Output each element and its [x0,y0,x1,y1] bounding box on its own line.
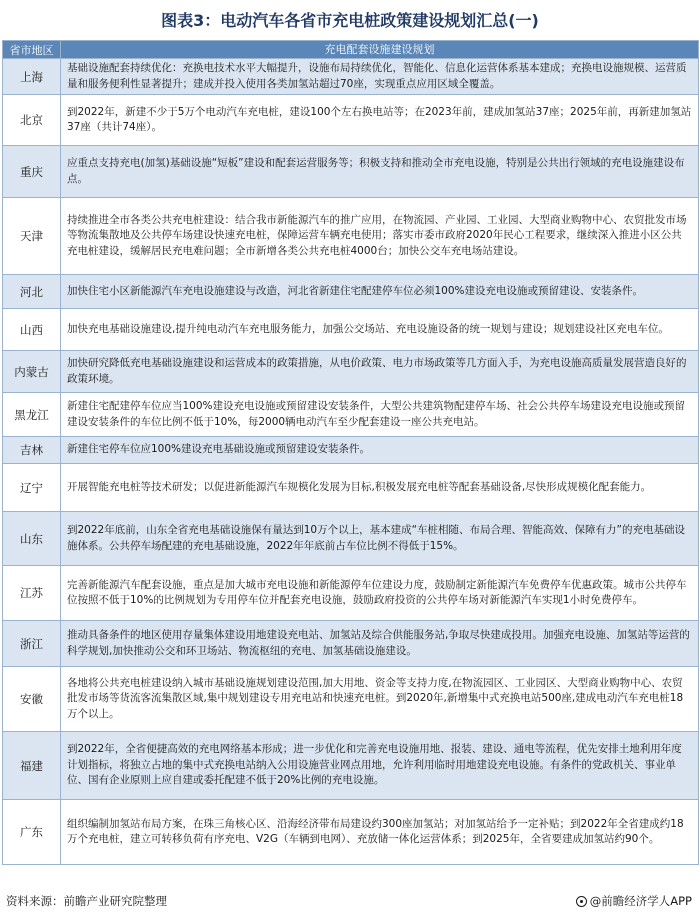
row-content: 加快充电基础设施建设,提升纯电动汽车充电服务能力，加强公交场站、充电设施设备的统一规划与建设；规划建设社区充电车位。 [61,309,699,351]
table-row [3,566,699,621]
row-region: 广东 [3,800,61,865]
row-content: 完善新能源汽车配套设施，重点是加大城市充电设施和新能源停车位建设力度，鼓励制定新能源汽车免费停车优惠政策。城市公共停车位按照不低于10%的比例规划为专用停车位并配套充电设施，鼓励政府投资的公共停车场对新能源汽车实现1小时免费停车。 [61,566,699,621]
table-row [3,464,699,512]
row-content: 开展智能充电桩等技术研发；以促进新能源汽车规模化发展为目标,积极发展充电桩等配套基础设备,尽快形成规模化配套能力。 [61,464,699,512]
row-content: 持续推进全市各类公共充电桩建设：结合我市新能源汽车的推广应用，在物流园、产业园、工业园、大型商业购物中心、农贸批发市场等物流集散地及公共停车场建设快速充电桩，保障运营车辆充电使用；落实市委市政府2020年民心工程要求，继续深入推进小区公共充电桩建设，缓解居民充电难问题；全市新增各类公共充电桩4000台；加快公交车充电场站建设。 [61,198,699,275]
row-region: 安徽 [3,667,61,732]
row-region: 北京 [3,95,61,146]
row-region: 山西 [3,309,61,351]
row-region: 河北 [3,275,61,309]
row-content: 到2022年，新建不少于5万个电动汽车充电桩，建设100个左右换电站等；在2023年前，建成加氢站37座；2025年前，再新建加氢站37座（共计74座）。 [61,95,699,146]
header-region: 省市地区 [3,41,61,59]
row-content: 基础设施配套持续优化：充换电技术水平大幅提升，设施布局持续优化，智能化、信息化运营体系基本建成；充换电设施规模、运营质量和服务便利性显著提升；建成并投入使用各类加氢站超过70座，实现重点应用区域全覆盖。 [61,59,699,95]
row-content: 应重点支持充电(加氢)基础设施“短板”建设和配套运营服务等；积极支持和推动全市充电设施，特别是公共出行领域的充电设施建设布点。 [61,146,699,198]
row-region: 内蒙古 [3,351,61,393]
brand-credit [576,893,692,909]
row-region: 福建 [3,732,61,800]
row-region: 天津 [3,198,61,275]
brand-logo-icon [576,896,587,907]
table-row [3,95,699,146]
row-region: 山东 [3,512,61,566]
row-content: 组织编制加氢站布局方案，在珠三角核心区、沿海经济带布局建设约300座加氢站；对加氢站给予一定补贴；到2022年全省建成约18万个充电桩，建立可转移负荷有序充电、V2G（车辆到电网）、充放储一体化运营体系；到2025年，全省要建成加氢站约90个。 [61,800,699,865]
row-region: 重庆 [3,146,61,198]
table-row [3,309,699,351]
table-row [3,800,699,865]
table-row [3,667,699,732]
table-row [3,59,699,95]
brand-label: @前瞻经济学人APP [589,894,692,908]
row-content: 各地将公共充电桩建设纳入城市基础设施规划建设范围,加大用地、资金等支持力度,在物流园区、工业园区、大型商业购物中心、农贸批发市场等货流客流集散区域,集中规划建设专用充电站和快速充电桩。到2020年,新增集中式充换电站500座,建成电动汽车充电桩18万个以上。 [61,667,699,732]
table-row [3,393,699,437]
table-row [3,275,699,309]
row-content: 推动具备条件的地区使用存量集体建设用地建设充电站、加氢站及综合供能服务站,争取尽快建成投用。加强充电设施、加氢站等运营的科学规划,加快推动公交和环卫场站、物流枢纽的充电、加氢基础设施建设。 [61,621,699,667]
table-row [3,198,699,275]
row-content: 加快研究降低充电基础设施建设和运营成本的政策措施，从电价政策、电力市场政策等几方面入手，为充电设施高质量发展营造良好的政策环境。 [61,351,699,393]
table-row [3,621,699,667]
header-content: 充电配套设施建设规划 [61,41,699,59]
chart-title: 图表3：电动汽车各省市充电桩政策建设规划汇总(一) [161,11,539,30]
row-content: 到2022年底前，山东全省充电基础设施保有量达到10万个以上，基本建成“车桩相随、布局合理、智能高效、保障有力”的充电基础设施体系。公共停车场配建的充电基础设施，2022年年底前占车位比例不得低于15%。 [61,512,699,566]
table-row [3,351,699,393]
source-note: 资料来源：前瞻产业研究院整理 [6,894,167,908]
row-region: 上海 [3,59,61,95]
row-content: 到2022年，全省便捷高效的充电网络基本形成；进一步优化和完善充电设施用地、报装、建设、通电等流程，优先安排土地利用年度计划指标，将独立占地的集中式充换电站纳入公用设施营业网点用地，允许利用临时用地建设充电设施。有条件的党政机关、事业单位、国有企业原则上应自建或委托配建不低于20%比例的充电设施。 [61,732,699,800]
table-row [3,512,699,566]
table-header-row [3,41,699,59]
row-region: 浙江 [3,621,61,667]
table-row [3,437,699,464]
row-region: 黑龙江 [3,393,61,437]
policy-table [2,40,699,865]
row-content: 新建住宅配建停车位应当100%建设充电设施或预留建设安装条件，大型公共建筑物配建停车场、社会公共停车场建设充电设施或预留建设安装条件的车位比例不低于10%，每2000辆电动汽车至少配套建设一座公共充电站。 [61,393,699,437]
row-region: 辽宁 [3,464,61,512]
table-row [3,732,699,800]
row-region: 吉林 [3,437,61,464]
row-content: 加快住宅小区新能源汽车充电设施建设与改造，河北省新建住宅配建停车位必须100%建设充电设施或预留建设、安装条件。 [61,275,699,309]
table-row [3,146,699,198]
row-content: 新建住宅停车位应100%建设充电基础设施或预留建设安装条件。 [61,437,699,464]
row-region: 江苏 [3,566,61,621]
